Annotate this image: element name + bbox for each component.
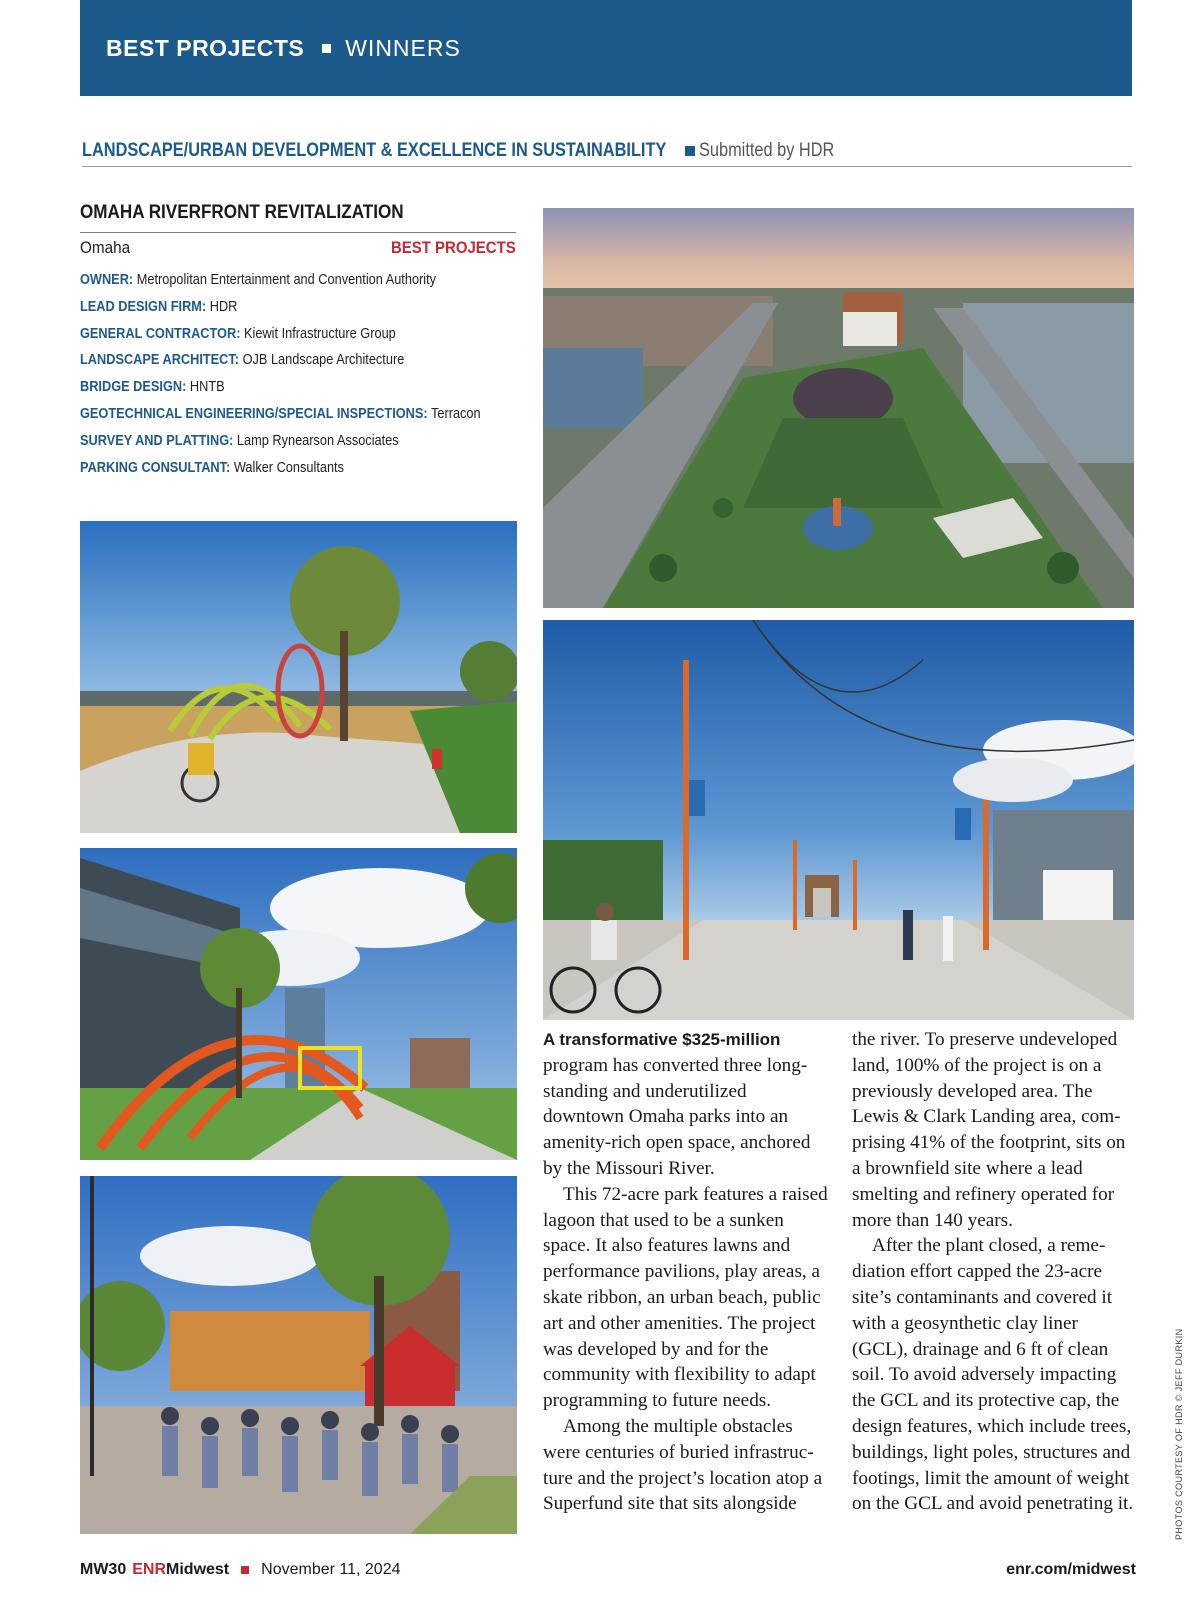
- article-lead-rest: program has converted three long-standing and underutilized downtown Omaha parks into an amenity-rich open space, anchored by the Missouri River.: [543, 1054, 811, 1179]
- project-title: [80, 202, 516, 233]
- article-paragraph: [543, 1027, 828, 1182]
- credit-survey: [80, 433, 520, 460]
- credit-value: Kiewit Infrastructure Group: [243, 325, 396, 342]
- category-title: LANDSCAPE/URBAN DEVELOPMENT & EXCELLENCE IN SUSTAINABILITY: [82, 140, 667, 161]
- article-paragraph: the river. To preserve undeveloped land, 100% of the project is on a previously developed area. The Lewis & Clark Landing area, comprising 41% of the footprint, sits on a brownfield site where a lead smelting and refinery operated for more than 140 years.: [852, 1029, 1126, 1231]
- credit-parking: [80, 460, 520, 487]
- credit-role: GEOTECHNICAL ENGINEERING/SPECIAL INSPECTIONS:: [80, 405, 428, 422]
- credit-value: Walker Consultants: [233, 459, 344, 476]
- credit-value: Lamp Rynearson Associates: [236, 432, 399, 449]
- submitted-by: [685, 140, 856, 162]
- photo-playground: [80, 521, 517, 833]
- credits-list: [80, 272, 520, 486]
- page-number: MW30: [80, 1561, 127, 1578]
- project-title-text: OMAHA RIVERFRONT REVITALIZATION: [80, 202, 404, 223]
- submitted-by-text: Submitted by HDR: [699, 140, 835, 161]
- photo-crowd-market: [80, 1176, 517, 1534]
- article-paragraph: This 72-acre park features a raised lagoon that used to be a sunken space. It also features lawns and performance pavilions, play areas, a skate ribbon, an urban beach, public art and other amenities. The project was developed by and for the community with flexibility to adapt programming to future needs.: [543, 1183, 828, 1412]
- section-banner: [80, 0, 1132, 96]
- section-label: BEST PROJECTS: [106, 34, 305, 61]
- best-projects-tag: BEST PROJECTS: [391, 238, 516, 257]
- credit-value: Terracon: [430, 405, 481, 422]
- credit-owner: [80, 272, 520, 299]
- credit-general-contractor: [80, 326, 520, 353]
- credit-role: BRIDGE DESIGN:: [80, 379, 187, 396]
- credit-value: HNTB: [189, 379, 225, 396]
- brand-midwest: Midwest: [166, 1561, 230, 1578]
- photo-promenade-cyclist: [543, 620, 1134, 1020]
- article-paragraph: Among the multiple obstacles were centuries of buried infrastructure and the project’s location atop a Superfund site that sits alongside: [543, 1415, 823, 1515]
- credit-value: HDR: [209, 298, 238, 315]
- footer-separator: [241, 1566, 249, 1574]
- credit-bridge-design: [80, 379, 520, 406]
- category-header: [82, 136, 1132, 167]
- credit-role: OWNER:: [80, 272, 134, 288]
- credit-value: OJB Landscape Architecture: [242, 352, 405, 369]
- issue-date: November 11, 2024: [261, 1561, 401, 1578]
- article-lead: A transformative $325-million: [543, 1030, 781, 1049]
- brand-enr: ENR: [132, 1561, 167, 1578]
- credit-role: GENERAL CONTRACTOR:: [80, 325, 241, 342]
- article-column-1: [543, 1027, 828, 1517]
- credit-landscape-architect: [80, 352, 520, 379]
- credit-lead-design: [80, 299, 520, 326]
- footer-folio: [80, 1561, 400, 1579]
- credit-role: PARKING CONSULTANT:: [80, 459, 231, 476]
- credit-role: SURVEY AND PLATTING:: [80, 432, 234, 449]
- photo-aerial-park: [543, 208, 1134, 608]
- subsection-label: WINNERS: [345, 34, 461, 61]
- credit-value: Metropolitan Entertainment and Convention Authority: [136, 272, 437, 288]
- credit-geotechnical: [80, 406, 520, 433]
- project-location: Omaha: [80, 238, 131, 257]
- footer-url[interactable]: enr.com/midwest: [1006, 1561, 1136, 1578]
- project-location-row: [80, 238, 516, 262]
- article-column-2: [852, 1027, 1137, 1517]
- credit-role: LANDSCAPE ARCHITECT:: [80, 352, 240, 369]
- category-separator: [685, 146, 695, 156]
- credit-role: LEAD DESIGN FIRM:: [80, 298, 207, 315]
- banner-separator: [322, 44, 331, 53]
- photo-credit: PHOTOS COURTESY OF HDR © JEFF DURKIN: [1174, 1328, 1184, 1540]
- photo-orange-arches: [80, 848, 517, 1160]
- article-paragraph: After the plant closed, a remediation effort capped the 23-acre site’s contaminants and covered it with a geosynthetic clay liner (GCL), drainage and 6 ft of clean soil. To avoid adversely impacting the GCL and its protective cap, the design features, which include trees, buildings, light poles, structures and footings, limit the amount of weight on the GCL and avoid penetrating it.: [852, 1235, 1134, 1515]
